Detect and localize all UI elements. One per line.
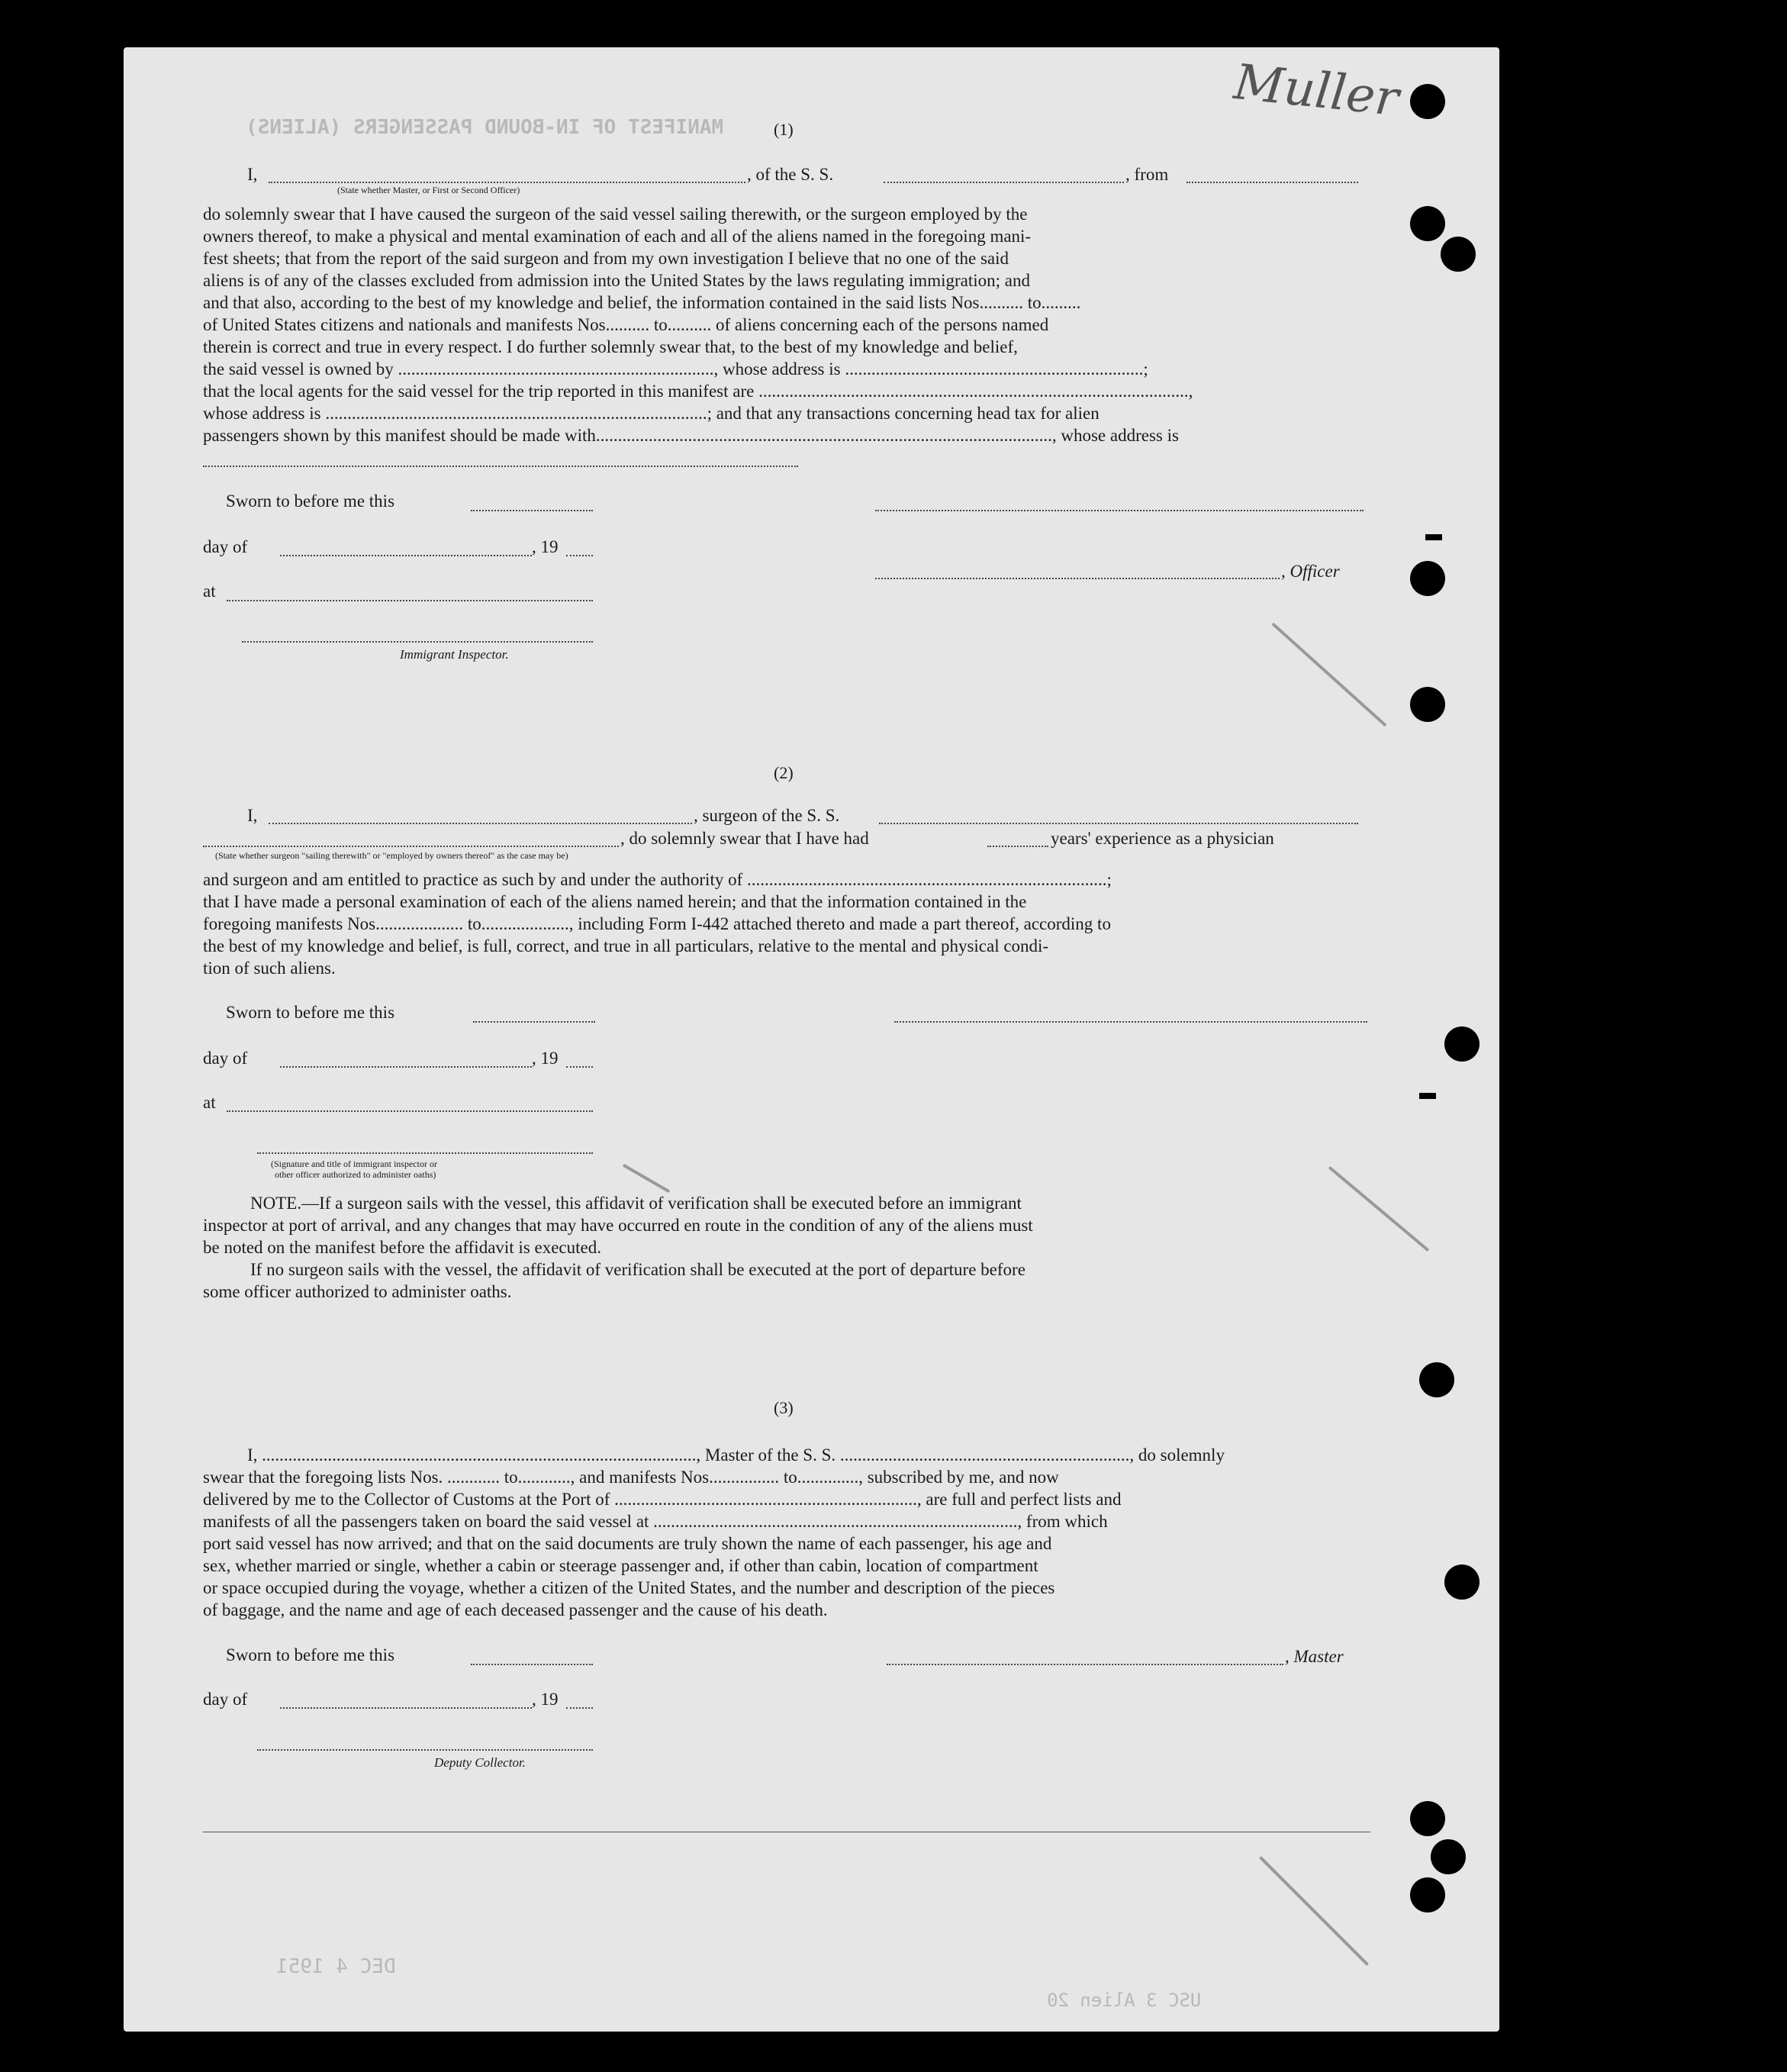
- s2-sworn-field[interactable]: [473, 1021, 595, 1023]
- s3-line: delivered by me to the Collector of Customs at the Port of ....................................................................., are full and perfect lists and: [203, 1490, 1122, 1509]
- s2-signature-line[interactable]: [894, 1021, 1367, 1023]
- s1-officer: , Officer: [1281, 562, 1340, 581]
- note-line: inspector at port of arrival, and any changes that may have occurred en route in the condition of any of the aliens must: [203, 1216, 1033, 1235]
- pencil-stroke: [623, 1164, 671, 1193]
- document-page: [124, 47, 1499, 2032]
- punch-hole: [1410, 84, 1445, 119]
- s1-line: the said vessel is owned by ........................................................................, whose address is ....................................................................;: [203, 359, 1148, 379]
- s1-inspector: Immigrant Inspector.: [400, 647, 509, 662]
- s1-sub-note: (State whether Master, or First or Second Officer): [337, 185, 520, 195]
- note-line: [203, 1192, 1370, 1214]
- s1-address-field[interactable]: [203, 466, 798, 467]
- note-label: NOTE.: [250, 1194, 302, 1213]
- s1-sworn-field[interactable]: [471, 510, 593, 511]
- pencil-stroke: [1259, 1856, 1369, 1966]
- s2-day-of: day of: [203, 1049, 248, 1068]
- s1-officer-line-1[interactable]: [875, 510, 1364, 511]
- s2-surgeon-of: , surgeon of the S. S.: [694, 806, 840, 825]
- pencil-stroke: [1271, 623, 1386, 727]
- s2-inspector-line[interactable]: [257, 1152, 593, 1154]
- s3-line: of baggage, and the name and age of each deceased passenger and the cause of his death.: [203, 1600, 828, 1619]
- punch-hole: [1410, 1801, 1445, 1836]
- s1-of-ss: , of the S. S.: [747, 165, 834, 184]
- punch-hole: [1444, 1026, 1480, 1062]
- s2-oath-lead: I,: [247, 806, 258, 825]
- s3-year-field[interactable]: [566, 1707, 593, 1709]
- s1-officer-line-2[interactable]: [875, 578, 1280, 579]
- s2-name-field[interactable]: [269, 823, 692, 824]
- s2-sig-note-2: other officer authorized to administer oaths): [275, 1169, 436, 1180]
- s1-inspector-line[interactable]: [242, 641, 593, 643]
- s1-at-field[interactable]: [227, 600, 593, 601]
- edge-notch: [1419, 1093, 1436, 1099]
- s1-vessel-field[interactable]: [884, 182, 1124, 183]
- s3-collector-line[interactable]: [257, 1749, 593, 1751]
- note-line: be noted on the manifest before the affidavit is executed.: [203, 1238, 601, 1257]
- note-block: [203, 1192, 1370, 1303]
- edge-notch: [1425, 534, 1442, 540]
- s3-sworn-field[interactable]: [471, 1664, 593, 1665]
- s3-day-field[interactable]: [280, 1707, 532, 1709]
- s2-day-field[interactable]: [280, 1066, 532, 1068]
- section-3-number: (3): [774, 1398, 794, 1417]
- punch-hole: [1410, 687, 1445, 722]
- s2-body: [203, 868, 1370, 979]
- s3-collector: Deputy Collector.: [434, 1755, 526, 1770]
- s1-sworn: Sworn to before me this: [226, 491, 395, 511]
- s2-vessel-field[interactable]: [879, 823, 1358, 824]
- s2-line: that I have made a personal examination of each of the aliens named herein; and that the information contained in the: [203, 892, 1027, 911]
- s2-years-field[interactable]: [987, 846, 1048, 847]
- s3-line: I, ..................................................................................................., Master of the S. S. .................................................................., do solemnly: [247, 1445, 1225, 1465]
- s2-year: , 19: [532, 1049, 559, 1068]
- s1-line: therein is correct and true in every respect. I do further solemnly swear that, to the best of my knowledge and belief,: [203, 337, 1018, 356]
- s3-year: , 19: [532, 1690, 559, 1709]
- punch-hole: [1410, 206, 1445, 241]
- section-2-number: (2): [774, 763, 794, 782]
- s2-experience: years' experience as a physician: [1051, 829, 1274, 848]
- s2-line: tion of such aliens.: [203, 959, 336, 978]
- s3-line: port said vessel has now arrived; and that on the said documents are truly shown the name of each passenger, his age and: [203, 1534, 1052, 1553]
- s3-day-of: day of: [203, 1690, 248, 1709]
- s1-line: do solemnly swear that I have caused the surgeon of the said vessel sailing therewith, or the surgeon employed by the: [203, 205, 1028, 224]
- s3-master: , Master: [1285, 1647, 1344, 1666]
- s2-at-field[interactable]: [227, 1110, 593, 1112]
- s1-year: , 19: [532, 537, 559, 556]
- s3-line: manifests of all the passengers taken on board the said vessel at ..................................................................................., from which: [203, 1512, 1108, 1531]
- punch-hole: [1444, 1564, 1480, 1600]
- s1-name-field[interactable]: [269, 182, 745, 183]
- s2-sig-note-1: (Signature and title of immigrant inspector or: [271, 1158, 437, 1169]
- s1-line: of United States citizens and nationals and manifests Nos.......... to.......... of aliens concerning each of the persons named: [203, 315, 1049, 334]
- s2-sub-note: (State whether surgeon "sailing therewith" or "employed by owners thereof" as the case may be): [215, 850, 568, 861]
- bleed-through-stamp: DEC 4 1951: [276, 1955, 396, 1978]
- note-line: some officer authorized to administer oaths.: [203, 1282, 512, 1301]
- s1-day-of: day of: [203, 537, 248, 556]
- s1-from-field[interactable]: [1187, 182, 1358, 183]
- s2-type-field[interactable]: [203, 846, 619, 847]
- s2-sworn: Sworn to before me this: [226, 1003, 395, 1022]
- s1-line: aliens is of any of the classes excluded from admission into the United States by the laws regulating immigration; and: [203, 271, 1030, 290]
- s1-line: whose address is .......................................................................................; and that any transactions concerning head tax for alien: [203, 404, 1100, 423]
- punch-hole: [1441, 237, 1476, 272]
- s2-line: foregoing manifests Nos.................... to...................., including Form I-442 attached thereto and made a part thereof, according to: [203, 914, 1111, 933]
- s3-line: or space occupied during the voyage, whether a citizen of the United States, and the number and description of the pieces: [203, 1578, 1055, 1597]
- s3-body: [203, 1444, 1370, 1621]
- note-text: —If a surgeon sails with the vessel, this affidavit of verification shall be executed before an immigrant: [301, 1194, 1022, 1213]
- s1-year-field[interactable]: [566, 555, 593, 556]
- section-1-number: (1): [774, 120, 794, 139]
- bleed-through-heading: MANIFEST OF IN-BOUND PASSENGERS (ALIENS): [246, 116, 724, 139]
- s1-body: [203, 203, 1370, 446]
- s1-line: owners thereof, to make a physical and mental examination of each and all of the aliens named in the foregoing mani-: [203, 227, 1032, 246]
- s2-line: the best of my knowledge and belief, is full, correct, and true in all particulars, relative to the mental and physical condi-: [203, 936, 1049, 955]
- s2-line: and surgeon and am entitled to practice as such by and under the authority of ..................................................................................;: [203, 870, 1112, 889]
- punch-hole: [1419, 1362, 1454, 1397]
- s1-line: and that also, according to the best of my knowledge and belief, the information contained in the said lists Nos.......... to.........: [203, 293, 1081, 312]
- s1-oath-lead: I,: [247, 165, 258, 184]
- s1-from: , from: [1125, 165, 1169, 184]
- punch-hole: [1431, 1839, 1466, 1874]
- bleed-through-footer: USC 3 Alien 20: [1047, 1990, 1202, 2011]
- s2-year-field[interactable]: [566, 1066, 593, 1068]
- s3-sworn: Sworn to before me this: [226, 1645, 395, 1664]
- punch-hole: [1410, 561, 1445, 596]
- s1-line: that the local agents for the said vessel for the trip reported in this manifest are ..................................................................................................,: [203, 382, 1193, 401]
- s1-at: at: [203, 582, 216, 601]
- s1-line: fest sheets; that from the report of the said surgeon and from my own investigation I believe that no one of the said: [203, 249, 1009, 268]
- s1-day-field[interactable]: [280, 555, 532, 556]
- punch-hole: [1410, 1877, 1445, 1912]
- s3-line: swear that the foregoing lists Nos. ............ to............, and manifests Nos................ to.............., subscribed by me, and now: [203, 1468, 1059, 1487]
- s3-line: sex, whether married or single, whether a cabin or steerage passenger and, if other than cabin, location of compartment: [203, 1556, 1038, 1575]
- note-line: If no surgeon sails with the vessel, the affidavit of verification shall be executed at the port of departure before: [250, 1260, 1026, 1279]
- handwritten-margin-mark: Muller: [1231, 53, 1402, 128]
- s3-master-line[interactable]: [887, 1664, 1283, 1665]
- s2-swear: , do solemnly swear that I have had: [620, 829, 869, 848]
- s1-line: passengers shown by this manifest should be made with........................................................................................................, whose address is: [203, 426, 1179, 445]
- s2-at: at: [203, 1093, 216, 1112]
